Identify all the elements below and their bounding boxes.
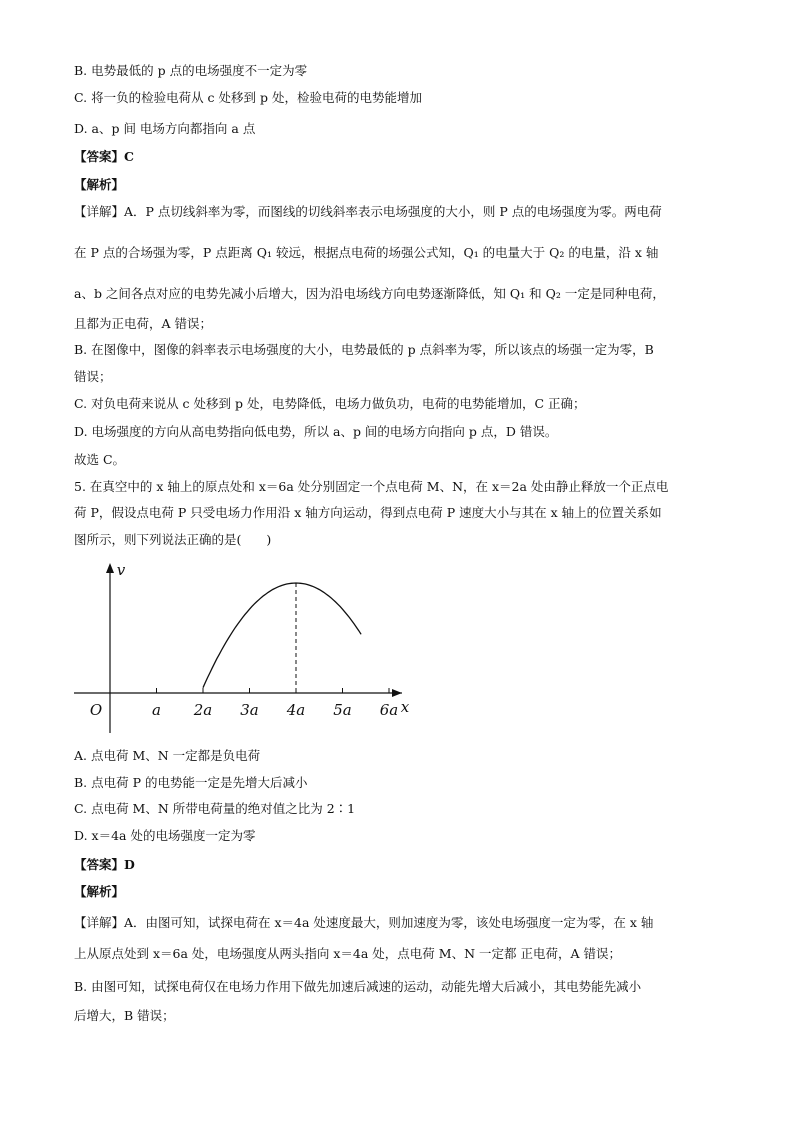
x-tick-label: 4a — [286, 701, 306, 719]
option-c: C. 将一负的检验电荷从 c 处移到 p 处，检验电荷的电势能增加 — [74, 90, 422, 105]
x-tick-label: 5a — [333, 701, 352, 719]
q5-analysis-label: 【解析】 — [74, 884, 125, 899]
option-d: D. a、p 间 电场方向都指向 a 点 — [74, 121, 256, 136]
y-axis-arrow — [106, 563, 114, 573]
q5-detail-line-3: B. 由图可知，试探电荷仅在电场力作用下做先加速后减速的运动，动能先增大后减小，其电势能先减小 — [74, 979, 642, 994]
detail-line-3: a、b 之间各点对应的电势先减小后增大，因为沿电场线方向电势逐渐降低，知 Q₁ 和 Q₂ 一定是同种电荷， — [74, 286, 665, 301]
q5-option-a: A. 点电荷 M、N 一定都是负电荷 — [74, 748, 261, 763]
x-tick-label: 6a — [379, 701, 399, 719]
question-5-line-1: 5. 在真空中的 x 轴上的原点处和 x＝6a 处分别固定一个点电荷 M、N，在 x＝2a 处由静止释放一个正点电 — [74, 479, 669, 494]
question-5-line-2: 荷 P，假设点电荷 P 只受电场力作用沿 x 轴方向运动，得到点电荷 P 速度大小与其在 x 轴上的位置关系如 — [74, 505, 662, 520]
q5-option-b: B. 点电荷 P 的电势能一定是先增大后减小 — [74, 775, 308, 790]
option-b: B. 电势最低的 p 点的电场强度不一定为零 — [74, 63, 308, 78]
x-axis-arrow — [392, 689, 402, 697]
detail-line-4: 且都为正电荷，A 错误； — [74, 316, 213, 331]
detail-line-6: 错误； — [74, 369, 112, 384]
detail-line-8: D. 电场强度的方向从高电势指向低电势，所以 a、p 间的电场方向指向 p 点，D 错误。 — [74, 424, 558, 439]
q5-detail-line-4: 后增大，B 错误； — [74, 1008, 175, 1023]
y-axis-label: v — [116, 561, 126, 579]
q5-detail-line-2: 上从原点处到 x＝6a 处，电场强度从两头指向 x＝4a 处，点电荷 M、N 一定都 正电荷，A 错误； — [74, 946, 621, 961]
answer-label: 【答案】C — [74, 149, 134, 164]
origin-label: O — [89, 701, 103, 719]
q5-option-d: D. x＝4a 处的电场强度一定为零 — [74, 828, 256, 843]
choice-line: 故选 C。 — [74, 452, 126, 467]
velocity-position-graph — [60, 555, 420, 740]
detail-line-5: B. 在图像中，图像的斜率表示电场强度的大小，电势最低的 p 点斜率为零，所以该点的场强一定为零，B — [74, 342, 654, 357]
x-tick-label: a — [152, 701, 161, 719]
detail-line-2: 在 P 点的合场强为零，P 点距离 Q₁ 较远，根据点电荷的场强公式知，Q₁ 的电量大于 Q₂ 的电量，沿 x 轴 — [74, 245, 659, 260]
x-tick-label: 3a — [240, 701, 259, 719]
question-5-line-3: 图所示，则下列说法正确的是( ) — [74, 532, 272, 547]
x-tick-label: 2a — [193, 701, 213, 719]
q5-option-c: C. 点电荷 M、N 所带电荷量的绝对值之比为 2∶1 — [74, 801, 356, 816]
detail-line-7: C. 对负电荷来说从 c 处移到 p 处，电势降低，电场力做负功，电荷的电势能增加，C 正确； — [74, 396, 586, 411]
q5-detail-line-1: 【详解】A．由图可知，试探电荷在 x＝4a 处速度最大，则加速度为零，该处电场强度一定为零，在 x 轴 — [74, 915, 654, 930]
x-axis-label: x — [400, 698, 410, 716]
q5-answer-label: 【答案】D — [74, 857, 135, 872]
detail-line-1: 【详解】A．P 点切线斜率为零，而图线的切线斜率表示电场强度的大小，则 P 点的电场强度为零。两电荷 — [74, 204, 662, 219]
velocity-curve — [203, 583, 361, 688]
analysis-label: 【解析】 — [74, 177, 125, 192]
